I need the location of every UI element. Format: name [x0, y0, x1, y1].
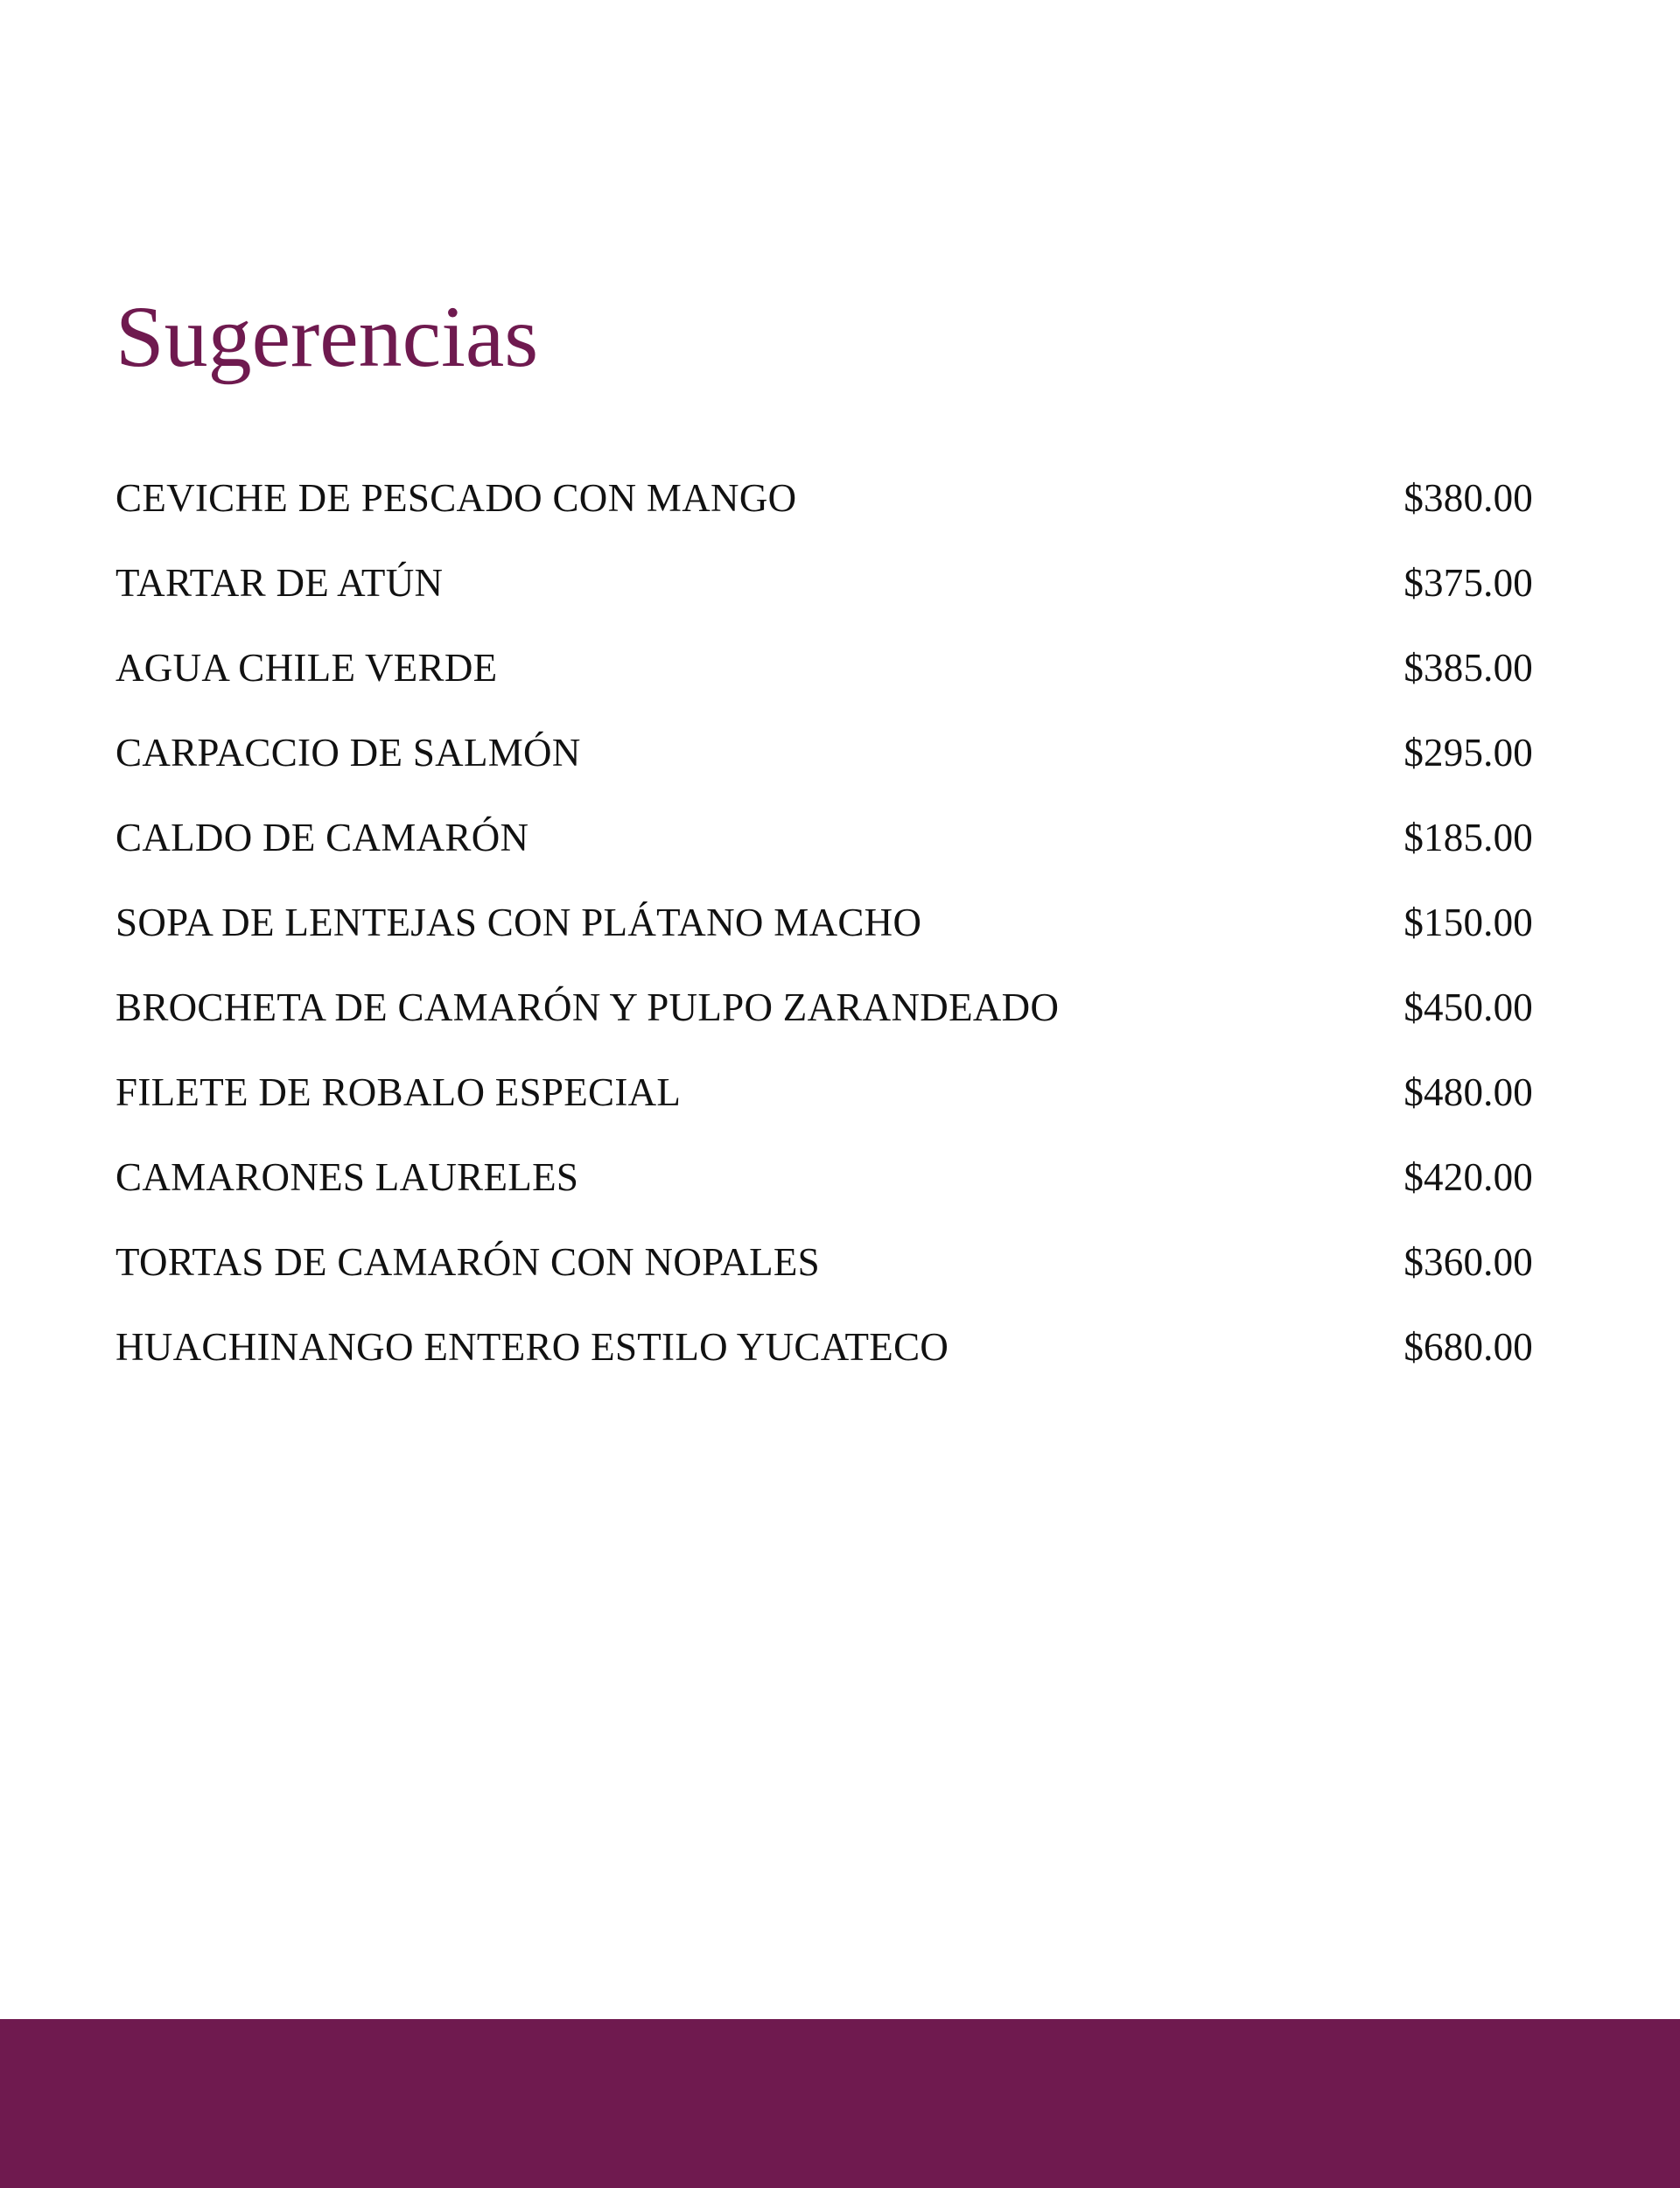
- menu-item: [116, 1319, 1533, 1404]
- menu-item-name: TARTAR DE ATÚN: [116, 561, 444, 605]
- menu-item: [116, 894, 1533, 979]
- menu-item-name: TORTAS DE CAMARÓN CON NOPALES: [116, 1240, 821, 1284]
- page-title: Sugerencias: [116, 288, 539, 385]
- menu-item-price: $420.00: [1404, 1155, 1533, 1199]
- menu-item-price: $185.00: [1404, 816, 1533, 859]
- menu-item: [116, 1064, 1533, 1149]
- menu-item-price: $380.00: [1404, 476, 1533, 520]
- menu-item: [116, 810, 1533, 894]
- menu-item-price: $450.00: [1404, 985, 1533, 1029]
- menu-item-name: HUACHINANGO ENTERO ESTILO YUCATECO: [116, 1325, 949, 1369]
- menu-item: [116, 1149, 1533, 1234]
- menu-item-price: $360.00: [1404, 1240, 1533, 1284]
- menu-item: [116, 640, 1533, 725]
- menu-item-price: $680.00: [1404, 1325, 1533, 1369]
- menu-item-price: $150.00: [1404, 901, 1533, 944]
- menu-item-name: CAMARONES LAURELES: [116, 1155, 579, 1199]
- menu-item: [116, 725, 1533, 810]
- menu-item-price: $480.00: [1404, 1070, 1533, 1114]
- menu-item: [116, 979, 1533, 1064]
- menu-item-name: FILETE DE ROBALO ESPECIAL: [116, 1070, 682, 1114]
- menu-item-name: CEVICHE DE PESCADO CON MANGO: [116, 476, 797, 520]
- menu-item-price: $375.00: [1404, 561, 1533, 605]
- menu-item-name: AGUA CHILE VERDE: [116, 646, 498, 690]
- menu-item: [116, 470, 1533, 555]
- menu-item-name: SOPA DE LENTEJAS CON PLÁTANO MACHO: [116, 901, 922, 944]
- menu-item: [116, 555, 1533, 640]
- footer-band: [0, 2019, 1680, 2188]
- menu-list: [116, 470, 1533, 1404]
- menu-item-price: $385.00: [1404, 646, 1533, 690]
- menu-item-name: BROCHETA DE CAMARÓN Y PULPO ZARANDEADO: [116, 985, 1060, 1029]
- menu-item-name: CALDO DE CAMARÓN: [116, 816, 529, 859]
- menu-item-name: CARPACCIO DE SALMÓN: [116, 731, 581, 775]
- menu-item-price: $295.00: [1404, 731, 1533, 775]
- menu-item: [116, 1234, 1533, 1319]
